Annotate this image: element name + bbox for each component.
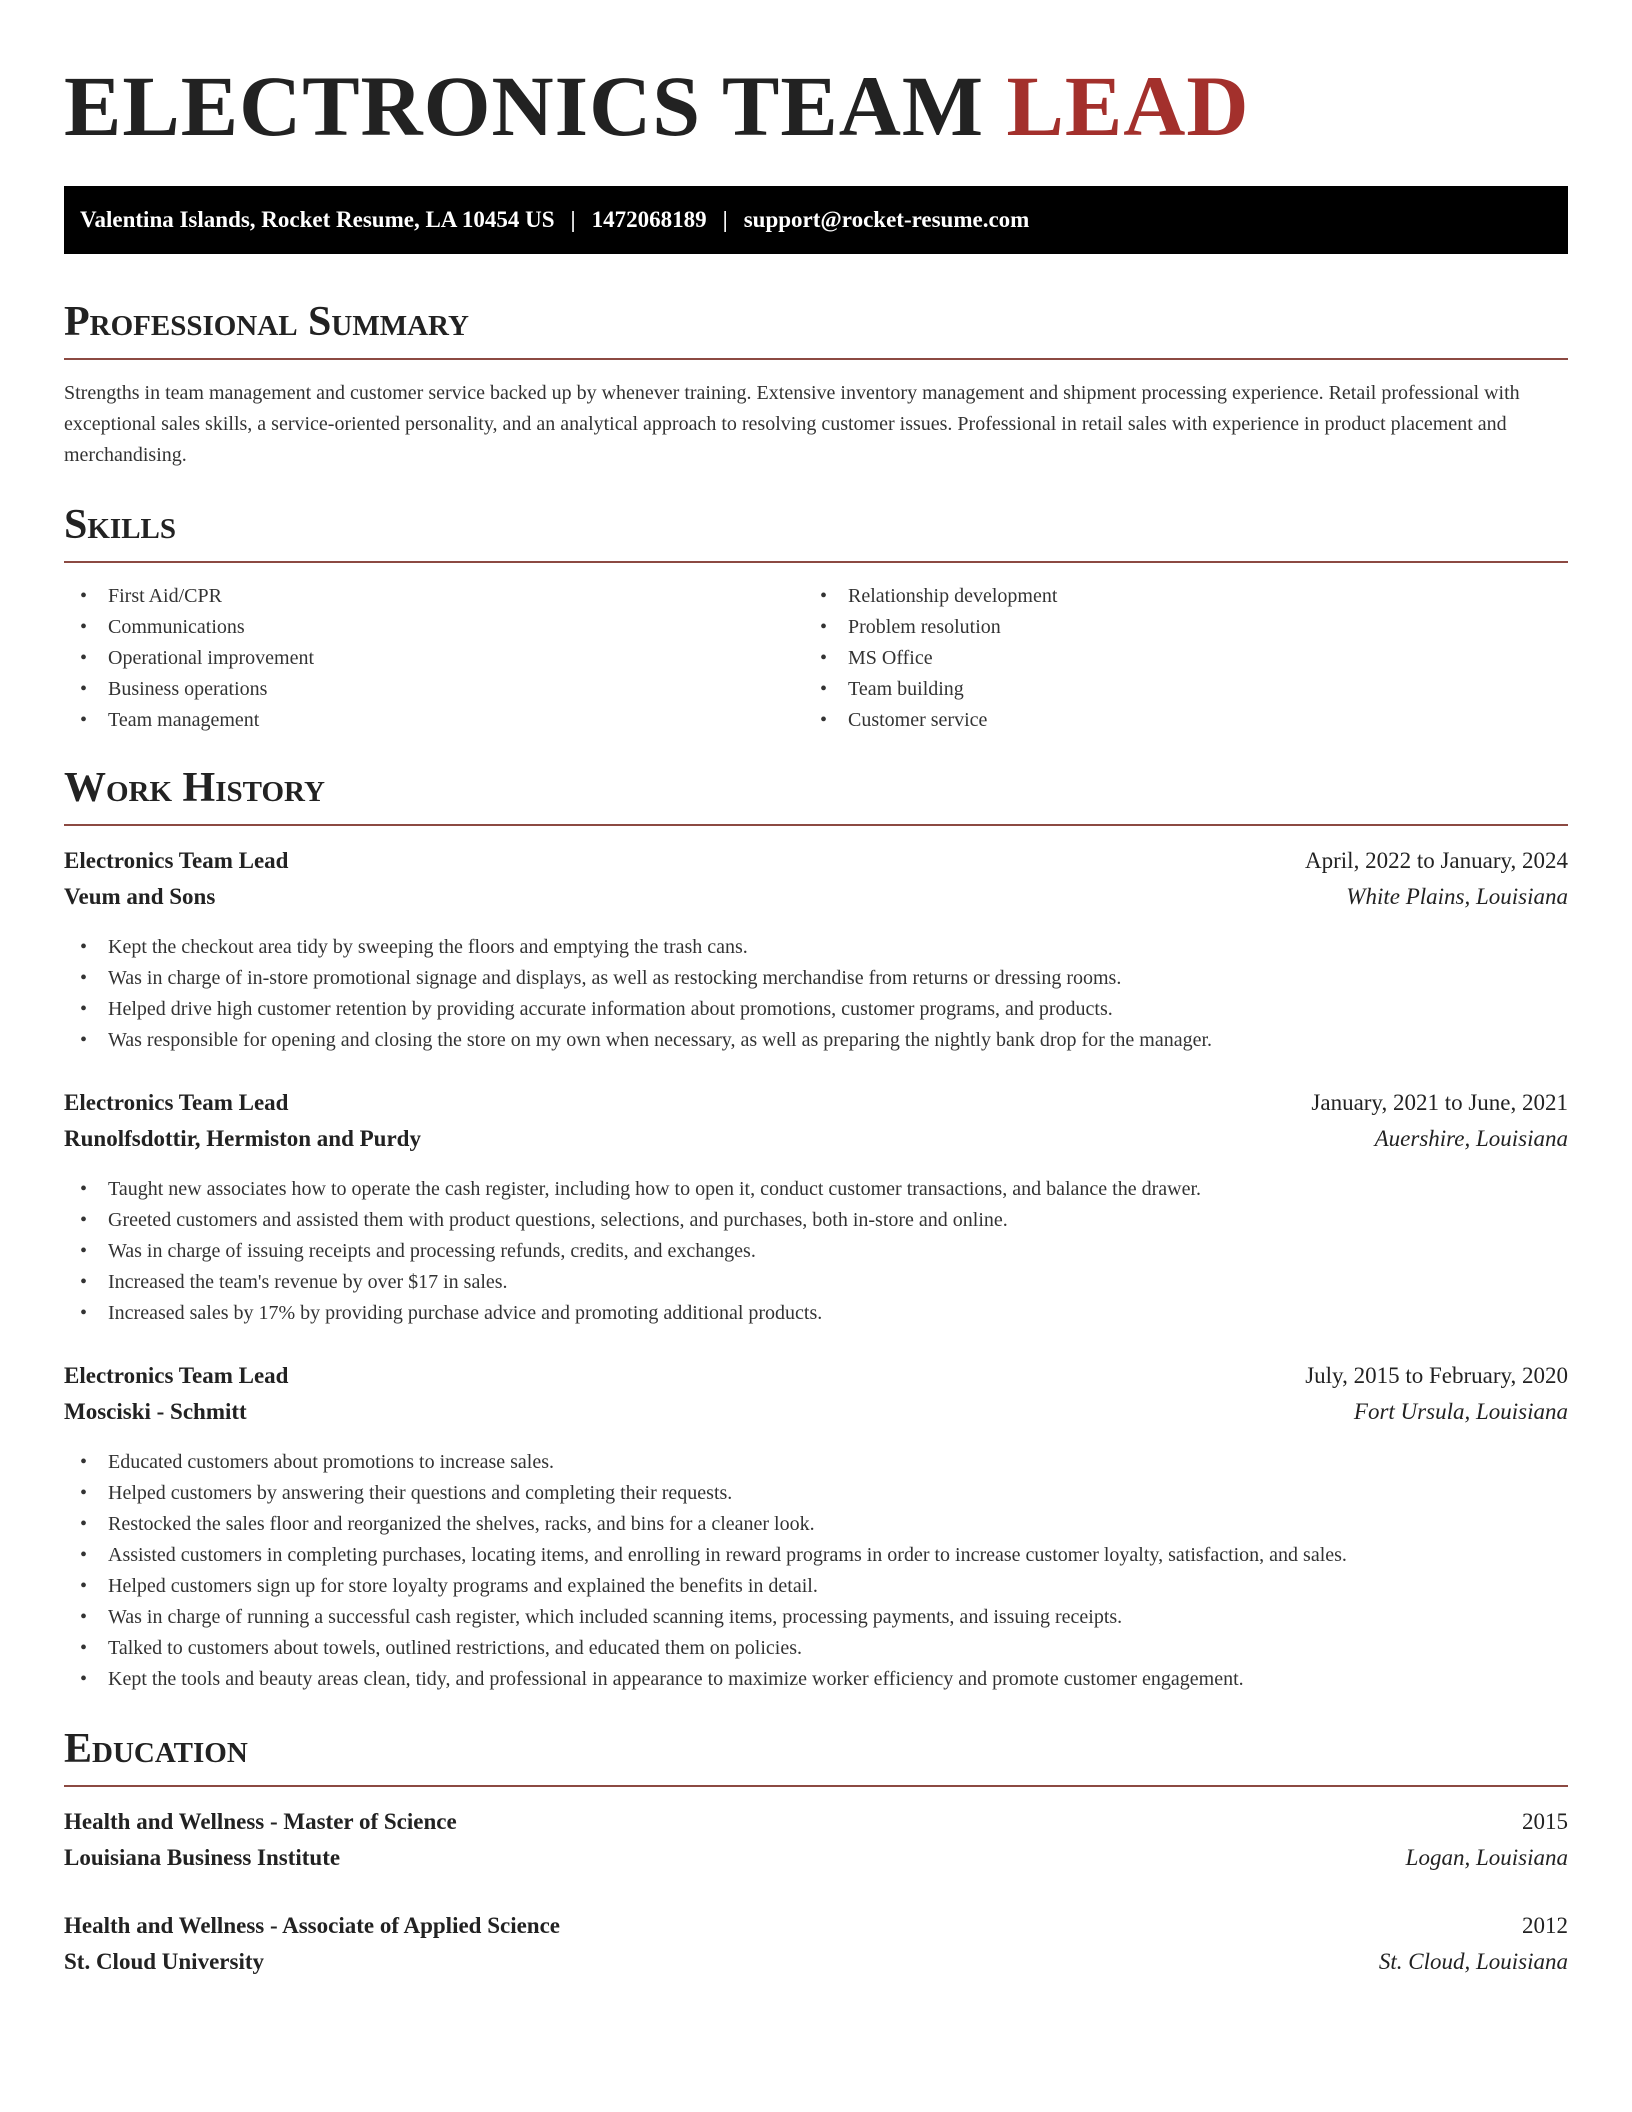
job-dates: January, 2021 to June, 2021: [1311, 1090, 1568, 1115]
skill-item: • Business operations: [64, 674, 804, 705]
job-bullet: • Helped customers by answering their questions and completing their requests.: [64, 1478, 1568, 1509]
contact-address: Valentina Islands, Rocket Resume, LA 10454 US: [80, 207, 555, 232]
job-company: Runolfsdottir, Hermiston and Purdy: [64, 1126, 421, 1151]
skill-item: • Team management: [64, 705, 804, 736]
job-bullets: [64, 1174, 1568, 1329]
summary-section: [64, 298, 1568, 471]
job-company: Mosciski - Schmitt: [64, 1399, 247, 1424]
job-location: White Plains, Louisiana: [1346, 884, 1568, 909]
education-degree: Health and Wellness - Master of Science: [64, 1809, 457, 1834]
job-bullet: • Restocked the sales floor and reorganized the shelves, racks, and bins for a cleaner look.: [64, 1509, 1568, 1540]
job-bullet: • Was responsible for opening and closing the store on my own when necessary, as well as preparing the nightly bank drop for the manager.: [64, 1025, 1568, 1056]
education-year: 2012: [1522, 1913, 1568, 1938]
education-school: Louisiana Business Institute: [64, 1845, 341, 1870]
job-location: Auershire, Louisiana: [1374, 1126, 1568, 1151]
skill-item: • First Aid/CPR: [64, 581, 804, 612]
summary-text: Strengths in team management and customer service backed up by whenever training. Extensive inventory management and shipment processing experience. Retail professional with exceptional sales skills, a service-oriented personality, and an analytical approach to resolving customer issues. Professional in retail sales with experience in product placement and merchandising.: [64, 382, 1520, 466]
skills-column-left: [64, 581, 804, 736]
contact-phone: 1472068189: [591, 207, 707, 232]
work-history-heading: Work History: [64, 765, 325, 811]
education-location: St. Cloud, Louisiana: [1378, 1949, 1568, 1974]
job-bullet: • Assisted customers in completing purchases, locating items, and enrolling in reward programs in order to increase customer loyalty, satisfaction, and sales.: [64, 1540, 1568, 1571]
job-title: Electronics Team Lead: [64, 1363, 289, 1388]
job-bullet: • Greeted customers and assisted them with product questions, selections, and purchases, both in-store and online.: [64, 1205, 1568, 1236]
resume-title: [64, 56, 1568, 156]
job-bullet: • Increased the team's revenue by over $17 in sales.: [64, 1267, 1568, 1298]
job-bullet: • Talked to customers about towels, outlined restrictions, and educated them on policies.: [64, 1633, 1568, 1664]
section-divider: [64, 561, 1568, 563]
job-bullet: • Was in charge of in-store promotional signage and displays, as well as restocking merchandise from returns or dressing rooms.: [64, 963, 1568, 994]
job-location: Fort Ursula, Louisiana: [1353, 1399, 1568, 1424]
education-section: [64, 1725, 1568, 1985]
skills-grid: [64, 581, 1568, 736]
job-entry: [64, 1363, 1568, 1695]
skill-item: • Communications: [64, 612, 804, 643]
contact-separator: |: [570, 207, 576, 232]
section-divider: [64, 1785, 1568, 1787]
skills-heading: Skills: [64, 502, 177, 548]
job-bullet: • Kept the tools and beauty areas clean, tidy, and professional in appearance to maximize worker efficiency and promote customer engagement.: [64, 1664, 1568, 1695]
education-heading: Education: [64, 1726, 248, 1772]
job-bullet: • Increased sales by 17% by providing purchase advice and promoting additional products.: [64, 1298, 1568, 1329]
job-bullets: [64, 932, 1568, 1056]
job-title: Electronics Team Lead: [64, 1090, 289, 1115]
section-divider: [64, 358, 1568, 360]
summary-heading: Professional Summary: [64, 299, 469, 345]
skill-item: • Problem resolution: [804, 612, 1544, 643]
skill-item: • Operational improvement: [64, 643, 804, 674]
section-divider: [64, 824, 1568, 826]
contact-bar: [64, 186, 1568, 254]
job-bullet: • Was in charge of issuing receipts and processing refunds, credits, and exchanges.: [64, 1236, 1568, 1267]
job-entry: [64, 1090, 1568, 1329]
skill-item: • Relationship development: [804, 581, 1544, 612]
job-company: Veum and Sons: [64, 884, 216, 909]
job-bullet: • Taught new associates how to operate the cash register, including how to open it, conduct customer transactions, and balance the drawer.: [64, 1174, 1568, 1205]
job-bullet: • Kept the checkout area tidy by sweeping the floors and emptying the trash cans.: [64, 932, 1568, 963]
education-degree: Health and Wellness - Associate of Applied Science: [64, 1913, 561, 1938]
education-entry: [64, 1913, 1568, 1985]
contact-email: support@rocket-resume.com: [743, 207, 1030, 232]
title-accent: LEAD: [1006, 58, 1250, 154]
skills-section: [64, 501, 1568, 736]
education-location: Logan, Louisiana: [1405, 1845, 1568, 1870]
skill-item: • Team building: [804, 674, 1544, 705]
job-bullet: • Helped customers sign up for store loyalty programs and explained the benefits in detail.: [64, 1571, 1568, 1602]
work-history-section: [64, 764, 1568, 1695]
education-entry: [64, 1809, 1568, 1881]
job-entry: [64, 848, 1568, 1056]
education-year: 2015: [1522, 1809, 1568, 1834]
skill-item: • MS Office: [804, 643, 1544, 674]
education-school: St. Cloud University: [64, 1949, 264, 1974]
job-bullet: • Was in charge of running a successful cash register, which included scanning items, processing payments, and issuing receipts.: [64, 1602, 1568, 1633]
skill-item: • Customer service: [804, 705, 1544, 736]
job-bullet: • Helped drive high customer retention by providing accurate information about promotions, customer programs, and products.: [64, 994, 1568, 1025]
title-main: ELECTRONICS TEAM: [64, 58, 985, 154]
job-dates: July, 2015 to February, 2020: [1305, 1363, 1568, 1388]
skills-column-right: [804, 581, 1544, 736]
job-title: Electronics Team Lead: [64, 848, 289, 873]
job-bullets: [64, 1447, 1568, 1695]
contact-separator: |: [722, 207, 728, 232]
job-bullet: • Educated customers about promotions to increase sales.: [64, 1447, 1568, 1478]
job-dates: April, 2022 to January, 2024: [1305, 848, 1568, 873]
